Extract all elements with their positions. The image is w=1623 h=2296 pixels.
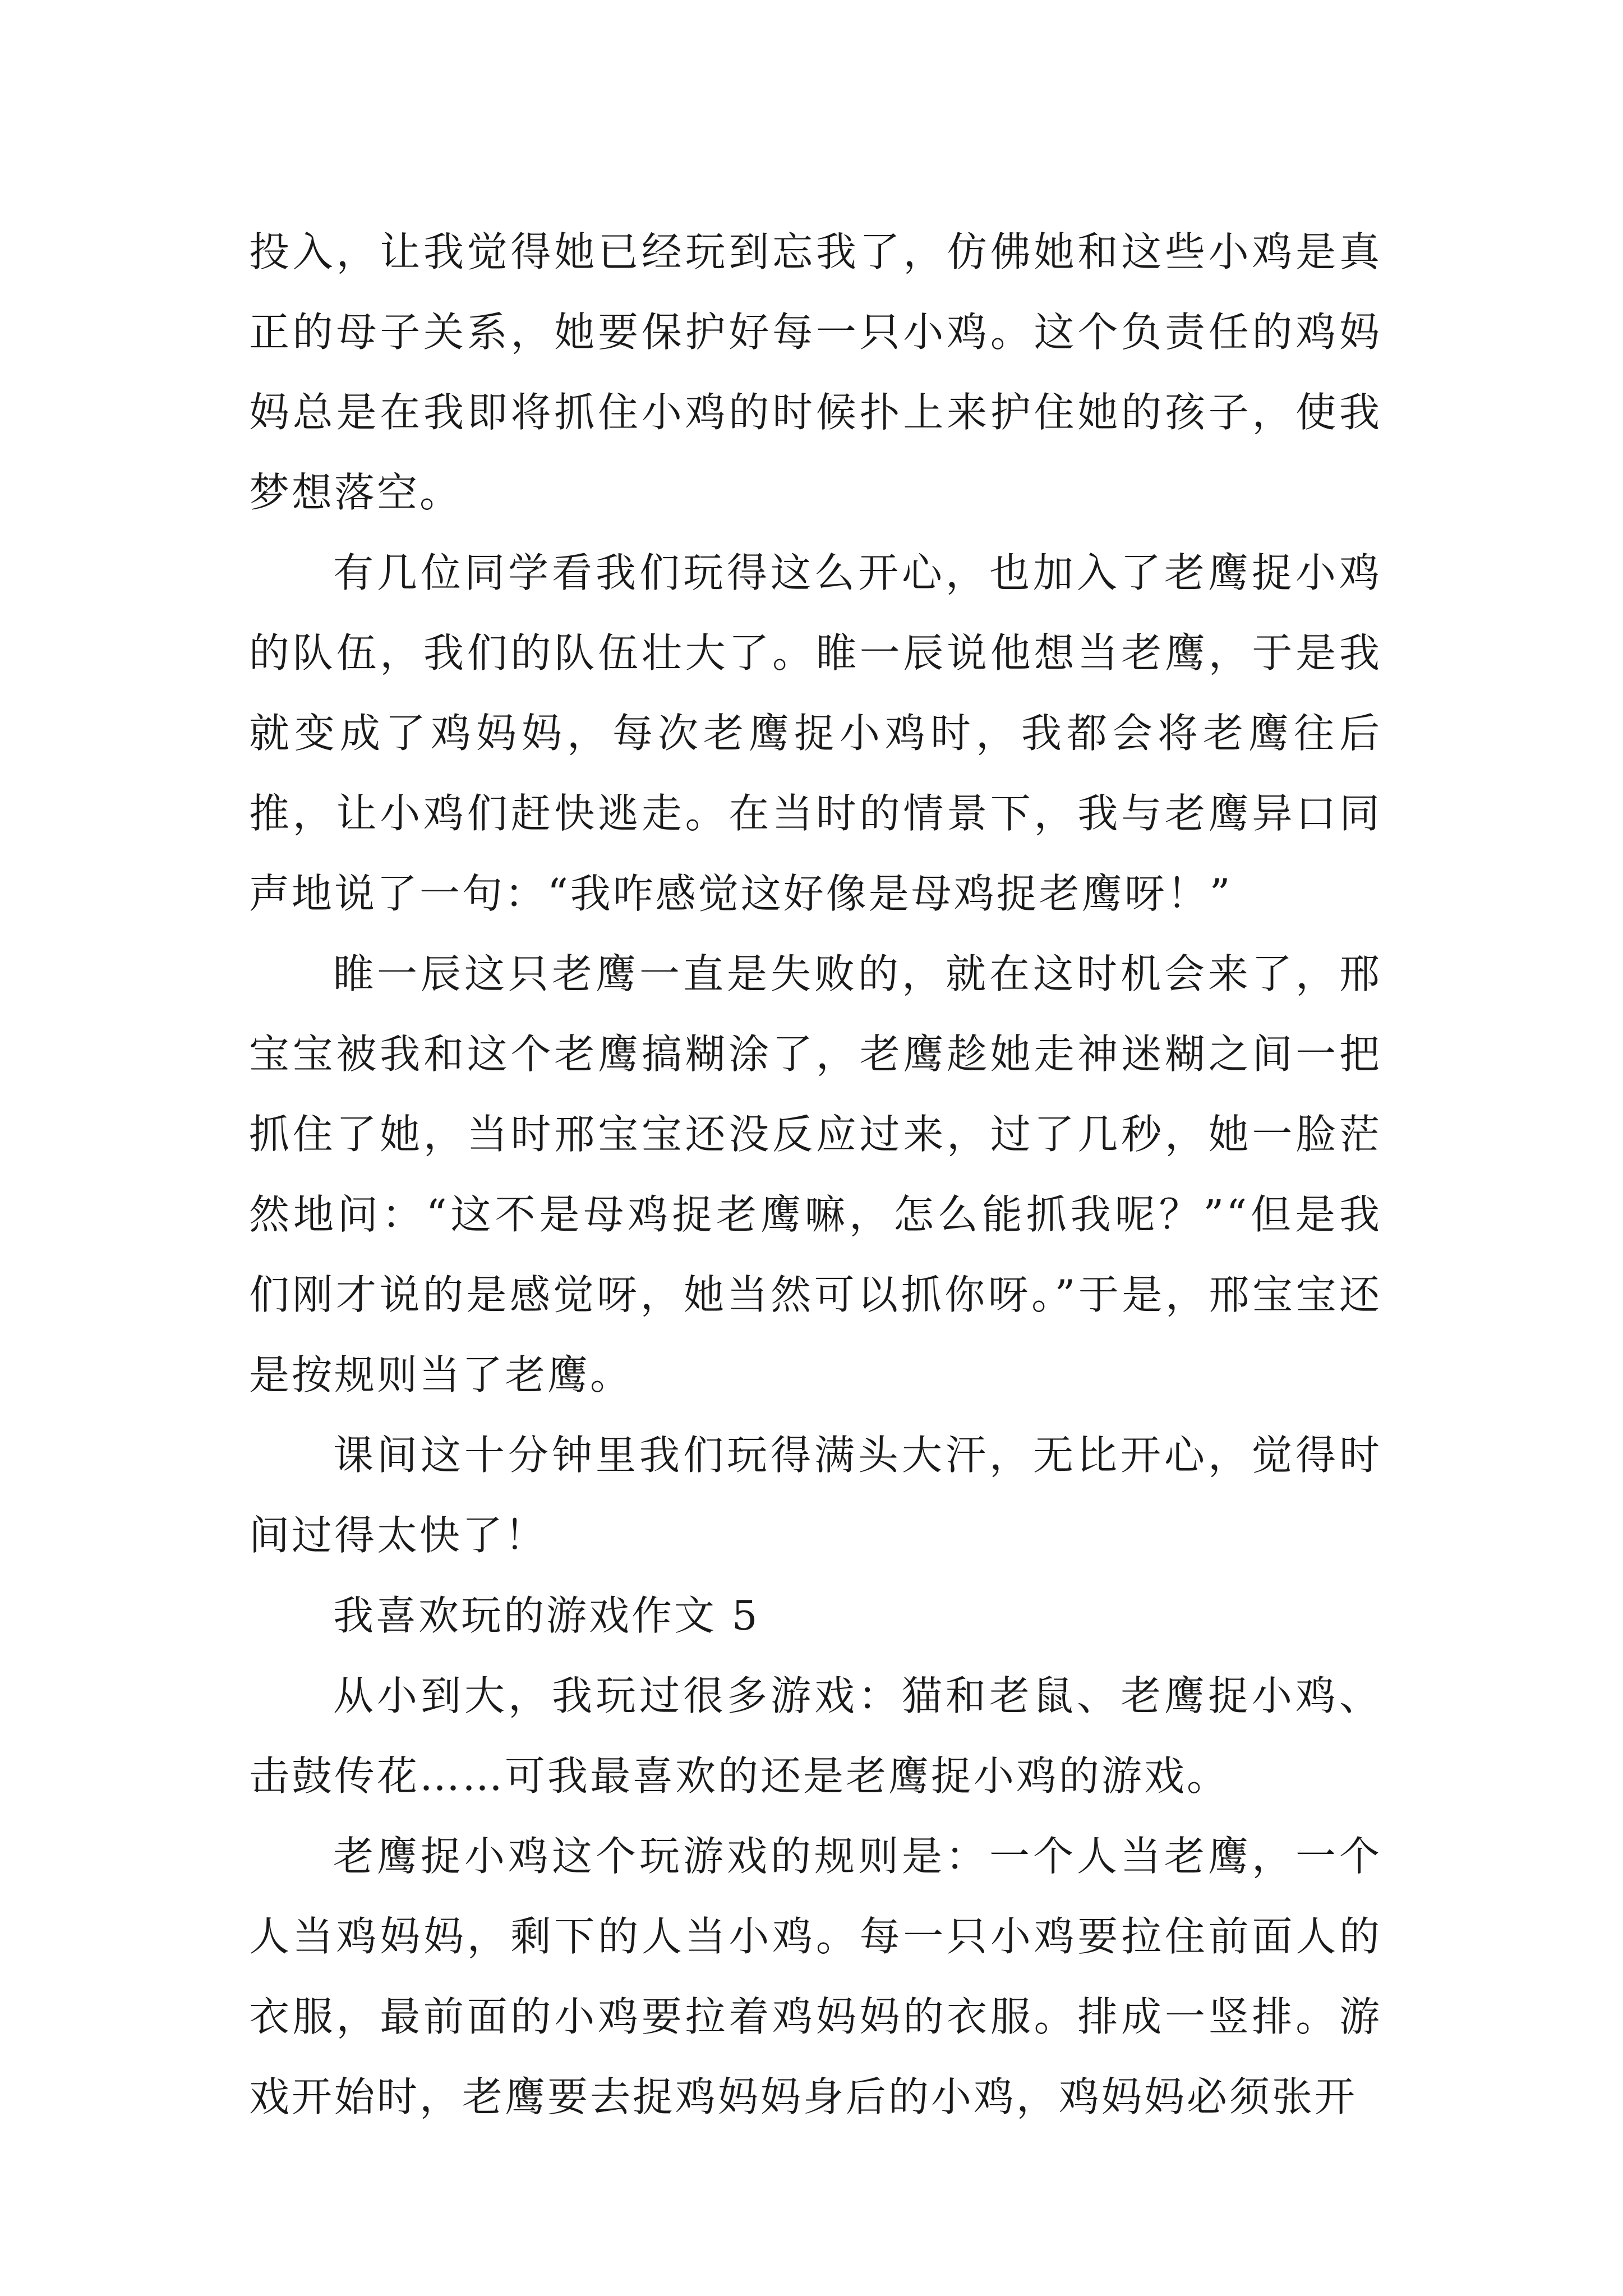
paragraph-5: 从小到大，我玩过很多游戏：猫和老鼠、老鹰捉小鸡、击鼓传花……可我最喜欢的还是老鹰捉小鸡的游戏。 xyxy=(249,1672,1382,1800)
document-body xyxy=(249,212,1382,2137)
section-heading: 我喜欢玩的游戏作文 5 xyxy=(333,1592,760,1639)
paragraph-1: 投入，让我觉得她已经玩到忘我了，仿佛她和这些小鸡是真正的母子关系，她要保护好每一只小鸡。这个负责任的鸡妈妈总是在我即将抓住小鸡的时候扑上来护住她的孩子，使我梦想落空。 xyxy=(249,228,1382,516)
paragraph-6: 老鹰捉小鸡这个玩游戏的规则是：一个人当老鹰，一个人当鸡妈妈，剩下的人当小鸡。每一只小鸡要拉住前面人的衣服，最前面的小鸡要拉着鸡妈妈的衣服。排成一竖排。游戏开始时，老鹰要去捉鸡妈妈身后的小鸡，鸡妈妈必须张开 xyxy=(249,1833,1382,2120)
paragraph-4: 课间这十分钟里我们玩得满头大汗，无比开心，觉得时间过得太快了！ xyxy=(249,1432,1382,1559)
paragraph-2: 有几位同学看我们玩得这么开心，也加入了老鹰捉小鸡的队伍，我们的队伍壮大了。睢一辰说他想当老鹰，于是我就变成了鸡妈妈，每次老鹰捉小鸡时，我都会将老鹰往后推，让小鸡们赶快逃走。在当时的情景下，我与老鹰异口同声地说了一句：“我咋感觉这好像是母鸡捉老鹰呀！” xyxy=(249,549,1382,917)
paragraph-3: 睢一辰这只老鹰一直是失败的，就在这时机会来了，邢宝宝被我和这个老鹰搞糊涂了，老鹰趁她走神迷糊之间一把抓住了她，当时邢宝宝还没反应过来，过了几秒，她一脸茫然地问：“这不是母鸡捉老鹰嘛，怎么能抓我呢？”“但是我们刚才说的是感觉呀，她当然可以抓你呀。”于是，邢宝宝还是按规则当了老鹰。 xyxy=(249,950,1382,1398)
